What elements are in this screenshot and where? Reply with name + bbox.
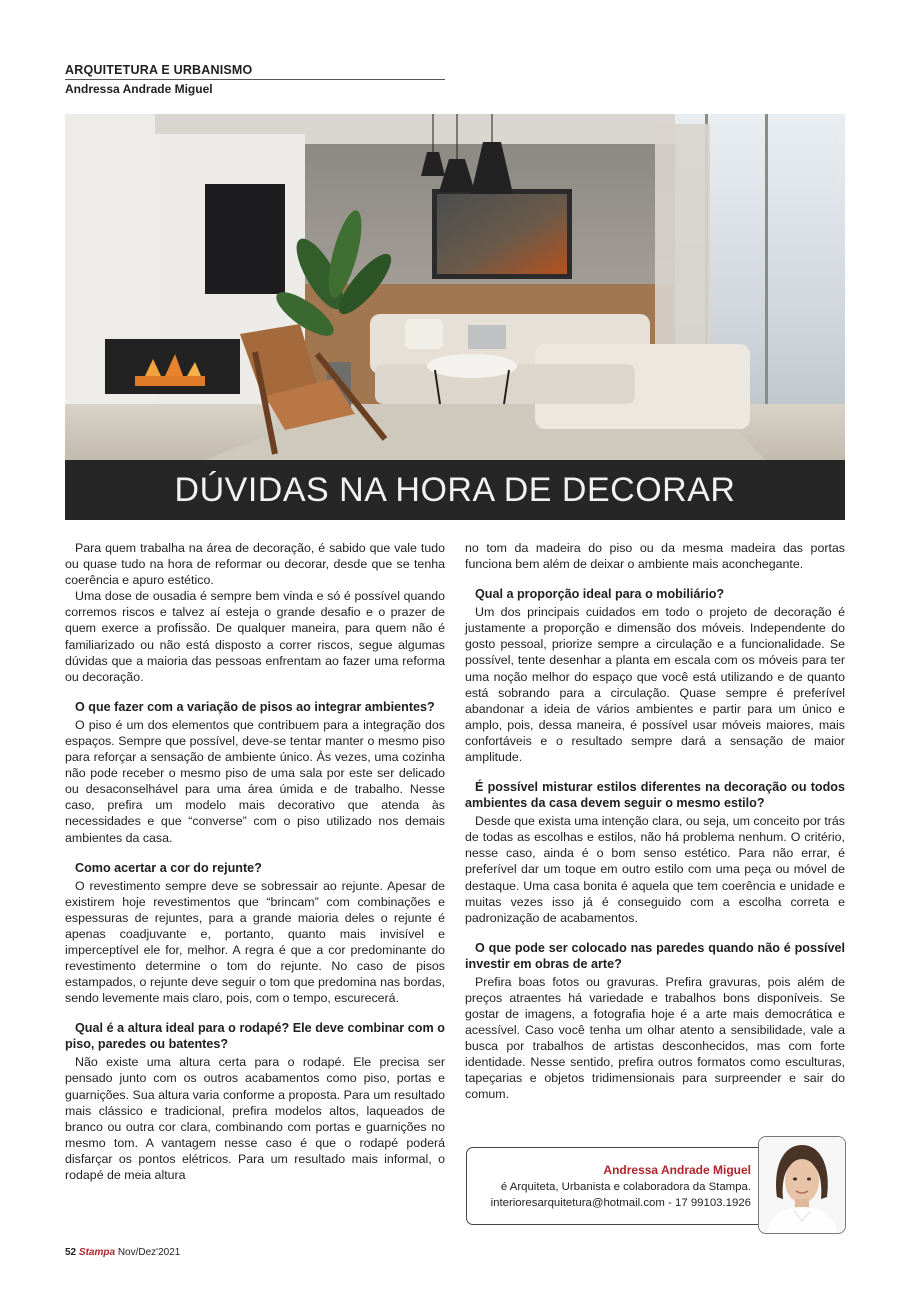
image-credit: Imagem ilustrativa — [834, 134, 841, 197]
question-heading: Qual a proporção ideal para o mobiliário? — [475, 587, 725, 602]
answer-paragraph: O revestimento sempre deve se sobressair ao rejunte. Apesar de existirem hoje revestimentos que “brincam” com combinações e espessuras de rejuntes, para a grande maioria deles o rejunte é apenas coadjuvante e, portanto, quanto mais invisível e imperceptível ele for, melhor. A regra é que a cor predominante do revestimento determine o tom do rejunte. No caso de pisos estampados, o rejunte deve seguir o tom que predomina nas bordas, sendo levemente mais claro, pois, com o tempo, escurecerá. — [65, 878, 445, 1006]
section-label: ARQUITETURA E URBANISMO — [65, 63, 445, 80]
question-heading: O que pode ser colocado nas paredes quando não é possível investir em obras de arte? — [465, 940, 845, 971]
answer-paragraph: Um dos principais cuidados em todo o projeto de decoração é justamente a proporção e dimensão dos móveis. Independente do gosto pessoal, priorize sempre a circulação e a funcionalidade. Se possível, tente desenhar a planta em escala com os móveis para ter uma noção melhor do espaço que você está utilizando e de quanto está sobrando para a circulação. Quase sempre é preferível abandonar a ideia de vários ambientes e partir para um único e amplo, pois, dessa maneira, é possível usar móveis maiores, mais confortáveis e o resultado sempre dará a sensação de maior amplitude. — [465, 605, 845, 765]
bio-author-name: Andressa Andrade Miguel — [603, 1163, 751, 1177]
author-photo — [758, 1136, 846, 1234]
page-footer — [65, 1247, 180, 1258]
hero-image — [65, 114, 845, 460]
answer-paragraph: Desde que exista uma intenção clara, ou seja, um conceito por trás de todas as escolhas e estilos, não há problema nenhum. O critério, nesse caso, ainda é o bom senso estético. Para não errar, é preferível dar um toque em outro estilo com uma peça ou móvel de destaque. Uma casa bonita é aquela que tem coerência e unidade e muitas vezes isso já é conseguido com a escolha correta e padronização de acabamentos. — [465, 814, 845, 925]
answer-paragraph: Não existe uma altura certa para o rodapé. Ele precisa ser pensado junto com os outros acabamentos como piso, portas e guarnições. Sua altura varia conforme a proposta. Para um resultado mais clássico e tradicional, prefira modelos altos, laqueados de branco ou outra cor clara, combinando com portas e guarnições no mesmo tom. A vantagem nesse caso é que o rodapé poderá disfarçar os pontos elétricos. Para um resultado mais informal, o rodapé de meia altura — [65, 1055, 445, 1182]
answer-paragraph: Prefira boas fotos ou gravuras. Prefira gravuras, pois além de preços atraentes há variedade e trabalhos bons disponíveis. Se gostar de imagens, a fotografia hoje é a arte mais democrática e acessível. Caso você tenha um olhar atento a sensibilidade, vale a busca por trabalhos de artistas desconhecidos, mas com forte identidade. Nesse sentido, prefira outros formatos como esculturas, tapeçarias e objetos tridimensionais para surpreender e sair do comum. — [465, 974, 845, 1102]
answer-paragraph: O piso é um dos elementos que contribuem para a integração dos espaços. Sempre que possível, deve-se tentar manter o mesmo piso para reforçar a sensação de ambiente único. Às vezes, uma cozinha não pode receber o mesmo piso de uma sala por este ser delicado ou desaconselhável para uma área úmida e de trabalho. Nesse caso, prefira um modelo mais decorativo que atenda às necessidades e que “converse” com o piso utilizado nos demais ambientes da casa. — [65, 717, 445, 845]
page-number: 52 — [65, 1247, 77, 1258]
header-author: Andressa Andrade Miguel — [65, 82, 213, 96]
edition-label: Nov/Dez'2021 — [117, 1247, 181, 1258]
bio-role: é Arquiteta, Urbanista e colaboradora da Stampa. — [500, 1180, 751, 1193]
question-heading: O que fazer com a variação de pisos ao integrar ambientes? — [75, 699, 435, 714]
question-heading: Qual é a altura ideal para o rodapé? Ele deve combinar com o piso, paredes ou batentes? — [65, 1021, 445, 1052]
intro-paragraph: Para quem trabalha na área de decoração, é sabido que vale tudo ou quase tudo na hora de reformar ou decorar, desde que se tenha coerência e apuro estético. — [65, 541, 445, 588]
article-column-right — [465, 540, 845, 1103]
wall-artwork — [437, 194, 567, 274]
author-bio-box — [466, 1147, 794, 1225]
answer-paragraph-continued: no tom da madeira do piso ou da mesma madeira das portas funciona bem além de deixar o ambiente mais aconchegante. — [465, 541, 845, 572]
question-heading: Como acertar a cor do rejunte? — [75, 860, 262, 875]
article-column-left — [65, 540, 445, 1183]
page-header — [65, 63, 445, 96]
living-room-illustration — [65, 114, 845, 460]
bio-contact: interioresarquitetura@hotmail.com - 17 99103.1926 — [490, 1197, 751, 1209]
author-portrait-illustration — [759, 1137, 845, 1233]
question-heading: É possível misturar estilos diferentes na decoração ou todos ambientes da casa devem seguir o mesmo estilo? — [465, 780, 845, 811]
author-bio-text — [491, 1162, 751, 1212]
coffee-table — [427, 354, 517, 378]
intro-paragraph: Uma dose de ousadia é sempre bem vinda e só é possível quando corremos riscos e talvez aí esteja o grande desafio e o prazer de quem exerce a profissão. De qualquer maneira, para quem não é familiarizado ou não está disposto a correr riscos, segue algumas dúvidas que a maioria das pessoas enfrentam ao fazer uma reforma ou decoração. — [65, 589, 445, 684]
tv — [205, 184, 285, 294]
article-title: DÚVIDAS NA HORA DE DECORAR — [65, 460, 845, 520]
magazine-brand: Stampa — [78, 1247, 116, 1258]
